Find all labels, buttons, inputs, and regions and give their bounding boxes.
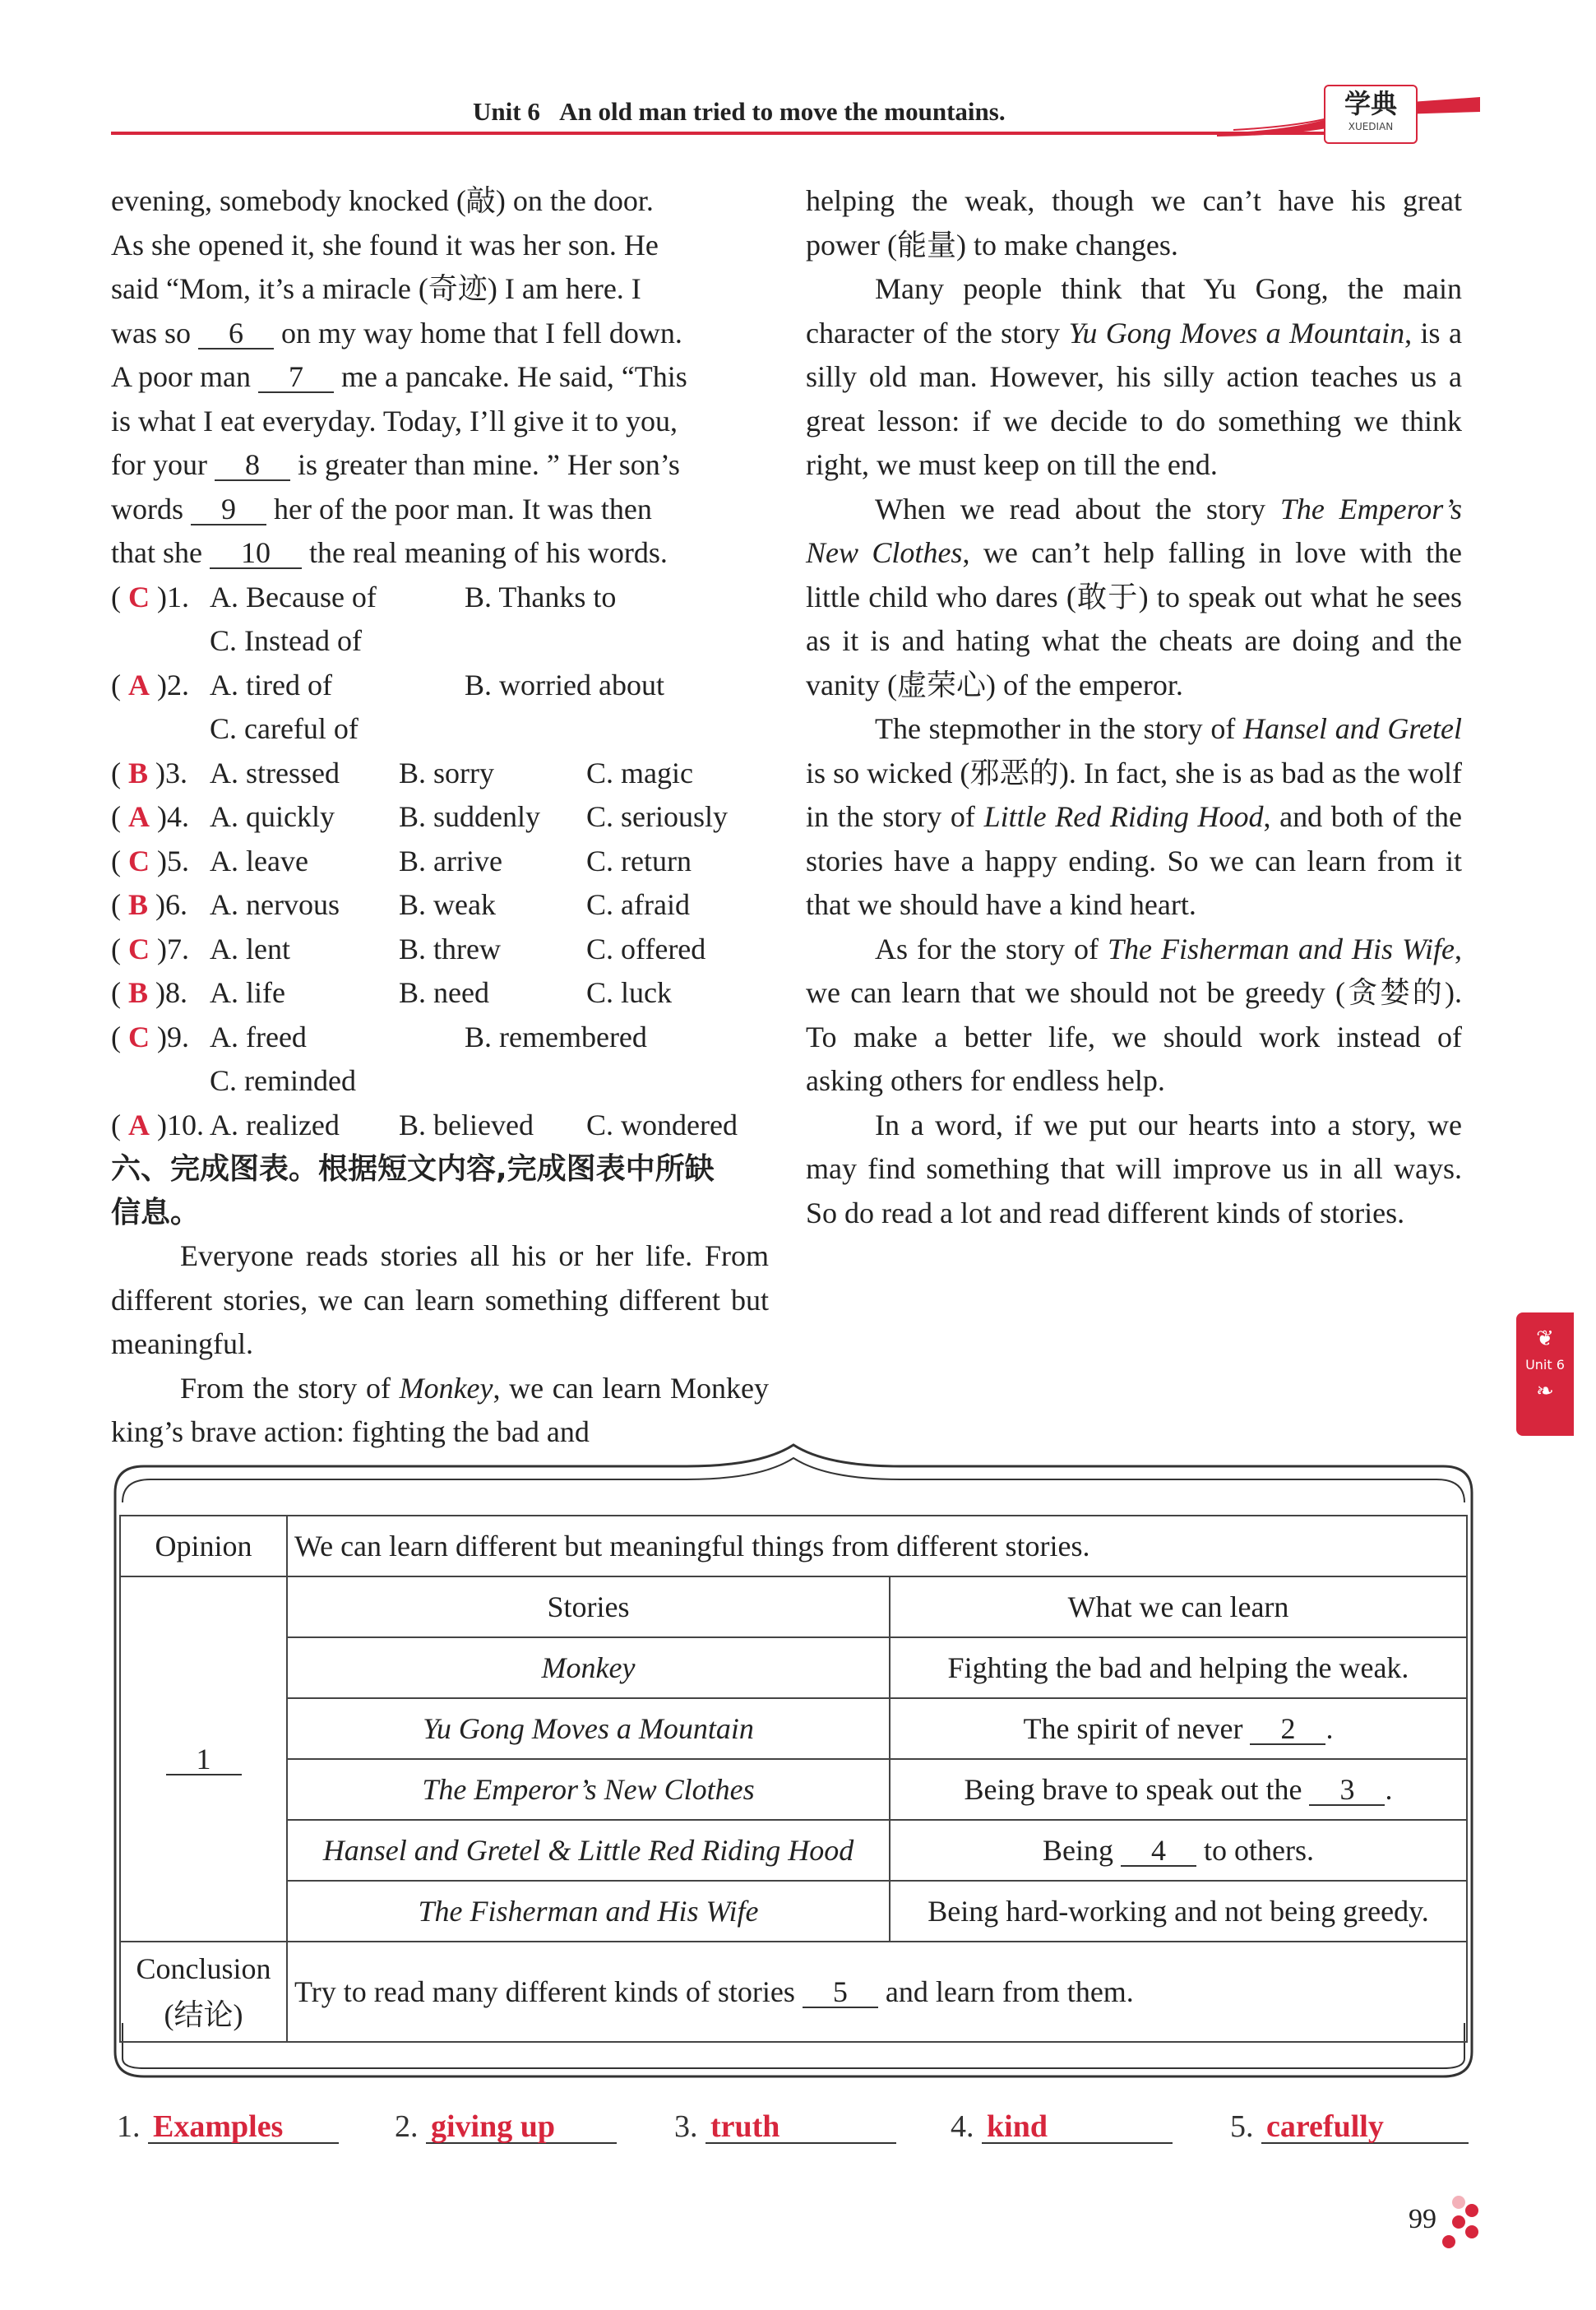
unit-label: Unit 6 [473, 97, 540, 126]
paragraph: helping the weak, though we can’t have his great power (能量) to make changes. [806, 184, 1462, 262]
answer-letter: A [128, 668, 150, 701]
brand-cn: 学典 [1344, 88, 1397, 119]
story-title: Hansel and Gretel & Little Red Riding Hood [322, 1834, 854, 1867]
passage-line: As she opened it, she found it was her son. He [111, 228, 659, 262]
learn-cell: The spirit of never 2 . [890, 1698, 1467, 1759]
blank-5: 5 [803, 1977, 878, 2008]
unit-side-tab[interactable]: ❦ Unit 6 ❧ [1516, 1312, 1574, 1436]
learn-cell: Fighting the bad and helping the weak. [890, 1637, 1467, 1698]
learn-cell: Being 4 to others. [890, 1820, 1467, 1881]
question-3: ( B )3. A. stressed B. sorry C. magic [111, 756, 693, 789]
answer-letter: C [128, 1020, 150, 1053]
opinion-label: Opinion [120, 1516, 287, 1576]
table-row [120, 1637, 1467, 1698]
passage-line-blank-7: A poor man 7 me a pancake. He said, “This [111, 360, 687, 393]
passage-line-blank-6: was so 6 on my way home that I fell down. [111, 316, 682, 350]
left-column [111, 179, 769, 1455]
unit-title: An old man tried to move the mountains. [559, 97, 1006, 126]
row-label-cell [120, 1576, 287, 1942]
question-1: ( C )1. A. Because of B. Thanks to [111, 580, 617, 613]
answer-letter: C [128, 844, 150, 877]
learn-cell: Being hard-working and not being greedy. [890, 1881, 1467, 1942]
blank-4: 4 [1121, 1836, 1196, 1867]
brand-en: XUEDIAN [1348, 121, 1394, 132]
answer-letter: B [128, 976, 149, 1009]
passage-line-blank-8: for your 8 is greater than mine. ” Her son’s [111, 448, 680, 481]
chart-table [119, 1515, 1468, 2043]
answer-letter: A [128, 800, 150, 833]
paragraph: As for the story of The Fisherman and His Wife, we can learn that we should not be greedy (贪婪的). To make a better life, we should work instead of asking others for endless help. [806, 932, 1463, 1097]
section-title-cont: 信息。 [111, 1196, 201, 1229]
wing-icon: ❧ [1536, 1379, 1554, 1404]
paragraph: The stepmother in the story of Hansel and Gretel is so wicked (邪恶的). In fact, she is as bad as the wolf in the story of Little Red Riding Hood, and both of the stories have a happy ending. So we can learn from it that we should have a kind heart. [806, 712, 1463, 921]
question-5: ( C )5. A. leave B. arrive C. return [111, 844, 692, 877]
blank-3: 3 [1309, 1775, 1385, 1806]
section-title: 六、完成图表。根据短文内容,完成图表中所缺 [111, 1152, 715, 1186]
answer-letter: A [128, 1108, 150, 1141]
wing-icon: ❦ [1536, 1326, 1554, 1351]
passage-line: said “Mom, it’s a miracle (奇迹) I am here. I [111, 272, 641, 305]
table-header-row [120, 1576, 1467, 1637]
question-list: ( C )1. A. Because of B. Thanks to C. Instead of ( A )2. A. tired of B. worried about C. careful of ( B )3. A. stressed B. sorry C. magic ( A )4. A. quickly B. suddenly C. seriously ( C )5. A. leave B. arrive C. return ( B )6. A. nervous B. weak C. afraid ( C )7. A. lent B. threw C. offered ( B )8. A. life B. need C. luck ( C )9. A. freed B. remembered C. reminded ( A )10. A. realized B. believed C. wondered [111, 576, 769, 1148]
answer-letter: C [128, 932, 150, 965]
col-stories-header: Stories [287, 1576, 890, 1637]
paragraph: Many people think that Yu Gong, the main character of the story Yu Gong Moves a Mountain, is a silly old man. However, his silly action teaches us a great lesson: if we decide to do something we think right, we must keep on till the end. [806, 272, 1462, 481]
dots-decoration-icon [1441, 2194, 1482, 2252]
story-title: The Fisherman and His Wife [418, 1895, 759, 1928]
header-title [473, 97, 1006, 127]
answer-letter: B [128, 888, 149, 921]
blank-10: 10 [210, 538, 302, 569]
table-row [120, 1881, 1467, 1942]
table-row [120, 1698, 1467, 1759]
story-title: Yu Gong Moves a Mountain [423, 1712, 754, 1745]
right-column [806, 179, 1462, 1235]
story-title: The Emperor’s New Clothes [422, 1773, 755, 1806]
answer-3: 3. truth [674, 2109, 896, 2145]
blank-1: 1 [166, 1744, 242, 1775]
opinion-text: We can learn different but meaningful things from different stories. [287, 1516, 1467, 1576]
passage-line-blank-10: that she 10 the real meaning of his words. [111, 536, 668, 569]
opinion-row [120, 1516, 1467, 1576]
paragraph: When we read about the story The Emperor’s New Clothes, we can’t help falling in love with the little child who dares (敢于) to speak out what he sees as it is and hating what the cheats are doing and the vanity (虚荣心) of the emperor. [806, 492, 1463, 701]
paragraph: From the story of Monkey, we can learn Monkey king’s brave action: fighting the bad and [111, 1371, 770, 1448]
passage-line: evening, somebody knocked (敲) on the door. [111, 184, 654, 217]
story-title: Monkey [541, 1651, 636, 1684]
conclusion-text: Try to read many different kinds of stories 5 and learn from them. [287, 1942, 1467, 2042]
blank-2: 2 [1250, 1714, 1325, 1745]
table-row [120, 1820, 1467, 1881]
brand-logo [1324, 85, 1418, 144]
blank-6: 6 [198, 318, 274, 350]
blank-9: 9 [191, 494, 266, 525]
col-learn-header: What we can learn [890, 1576, 1467, 1637]
question-9: ( C )9. A. freed B. remembered [111, 1020, 647, 1053]
learn-cell: Being brave to speak out the 3 . [890, 1759, 1467, 1820]
question-10: ( A )10. A. realized B. believed C. wondered [111, 1108, 738, 1141]
question-7: ( C )7. A. lent B. threw C. offered [111, 932, 706, 965]
answer-2: 2. giving up [395, 2109, 617, 2145]
header-bar [111, 132, 1336, 135]
answer-1: 1. Examples [117, 2109, 339, 2145]
passage-line: is what I eat everyday. Today, I’ll give it to you, [111, 404, 678, 437]
conclusion-label: Conclusion (结论) [120, 1942, 287, 2042]
passage-line-blank-9: words 9 her of the poor man. It was then [111, 492, 652, 525]
blank-7: 7 [258, 362, 334, 393]
answer-letter: B [128, 756, 149, 789]
blank-8: 8 [215, 450, 290, 481]
question-6: ( B )6. A. nervous B. weak C. afraid [111, 888, 690, 921]
question-2: ( A )2. A. tired of B. worried about [111, 668, 664, 701]
answer-letter: C [128, 580, 150, 613]
page-number: 99 [1409, 2204, 1436, 2234]
table-row [120, 1759, 1467, 1820]
answer-4: 4. kind [951, 2109, 1173, 2145]
answer-5: 5. carefully [1230, 2109, 1469, 2145]
question-8: ( B )8. A. life B. need C. luck [111, 976, 672, 1009]
paragraph: In a word, if we put our hearts into a story, we may find something that will improve us in all ways. So do read a lot and read different kinds of stories. [806, 1108, 1462, 1229]
conclusion-row [120, 1942, 1467, 2042]
paragraph: Everyone reads stories all his or her life. From different stories, we can learn something different but meaningful. [111, 1239, 769, 1360]
question-4: ( A )4. A. quickly B. suddenly C. seriously [111, 800, 729, 833]
